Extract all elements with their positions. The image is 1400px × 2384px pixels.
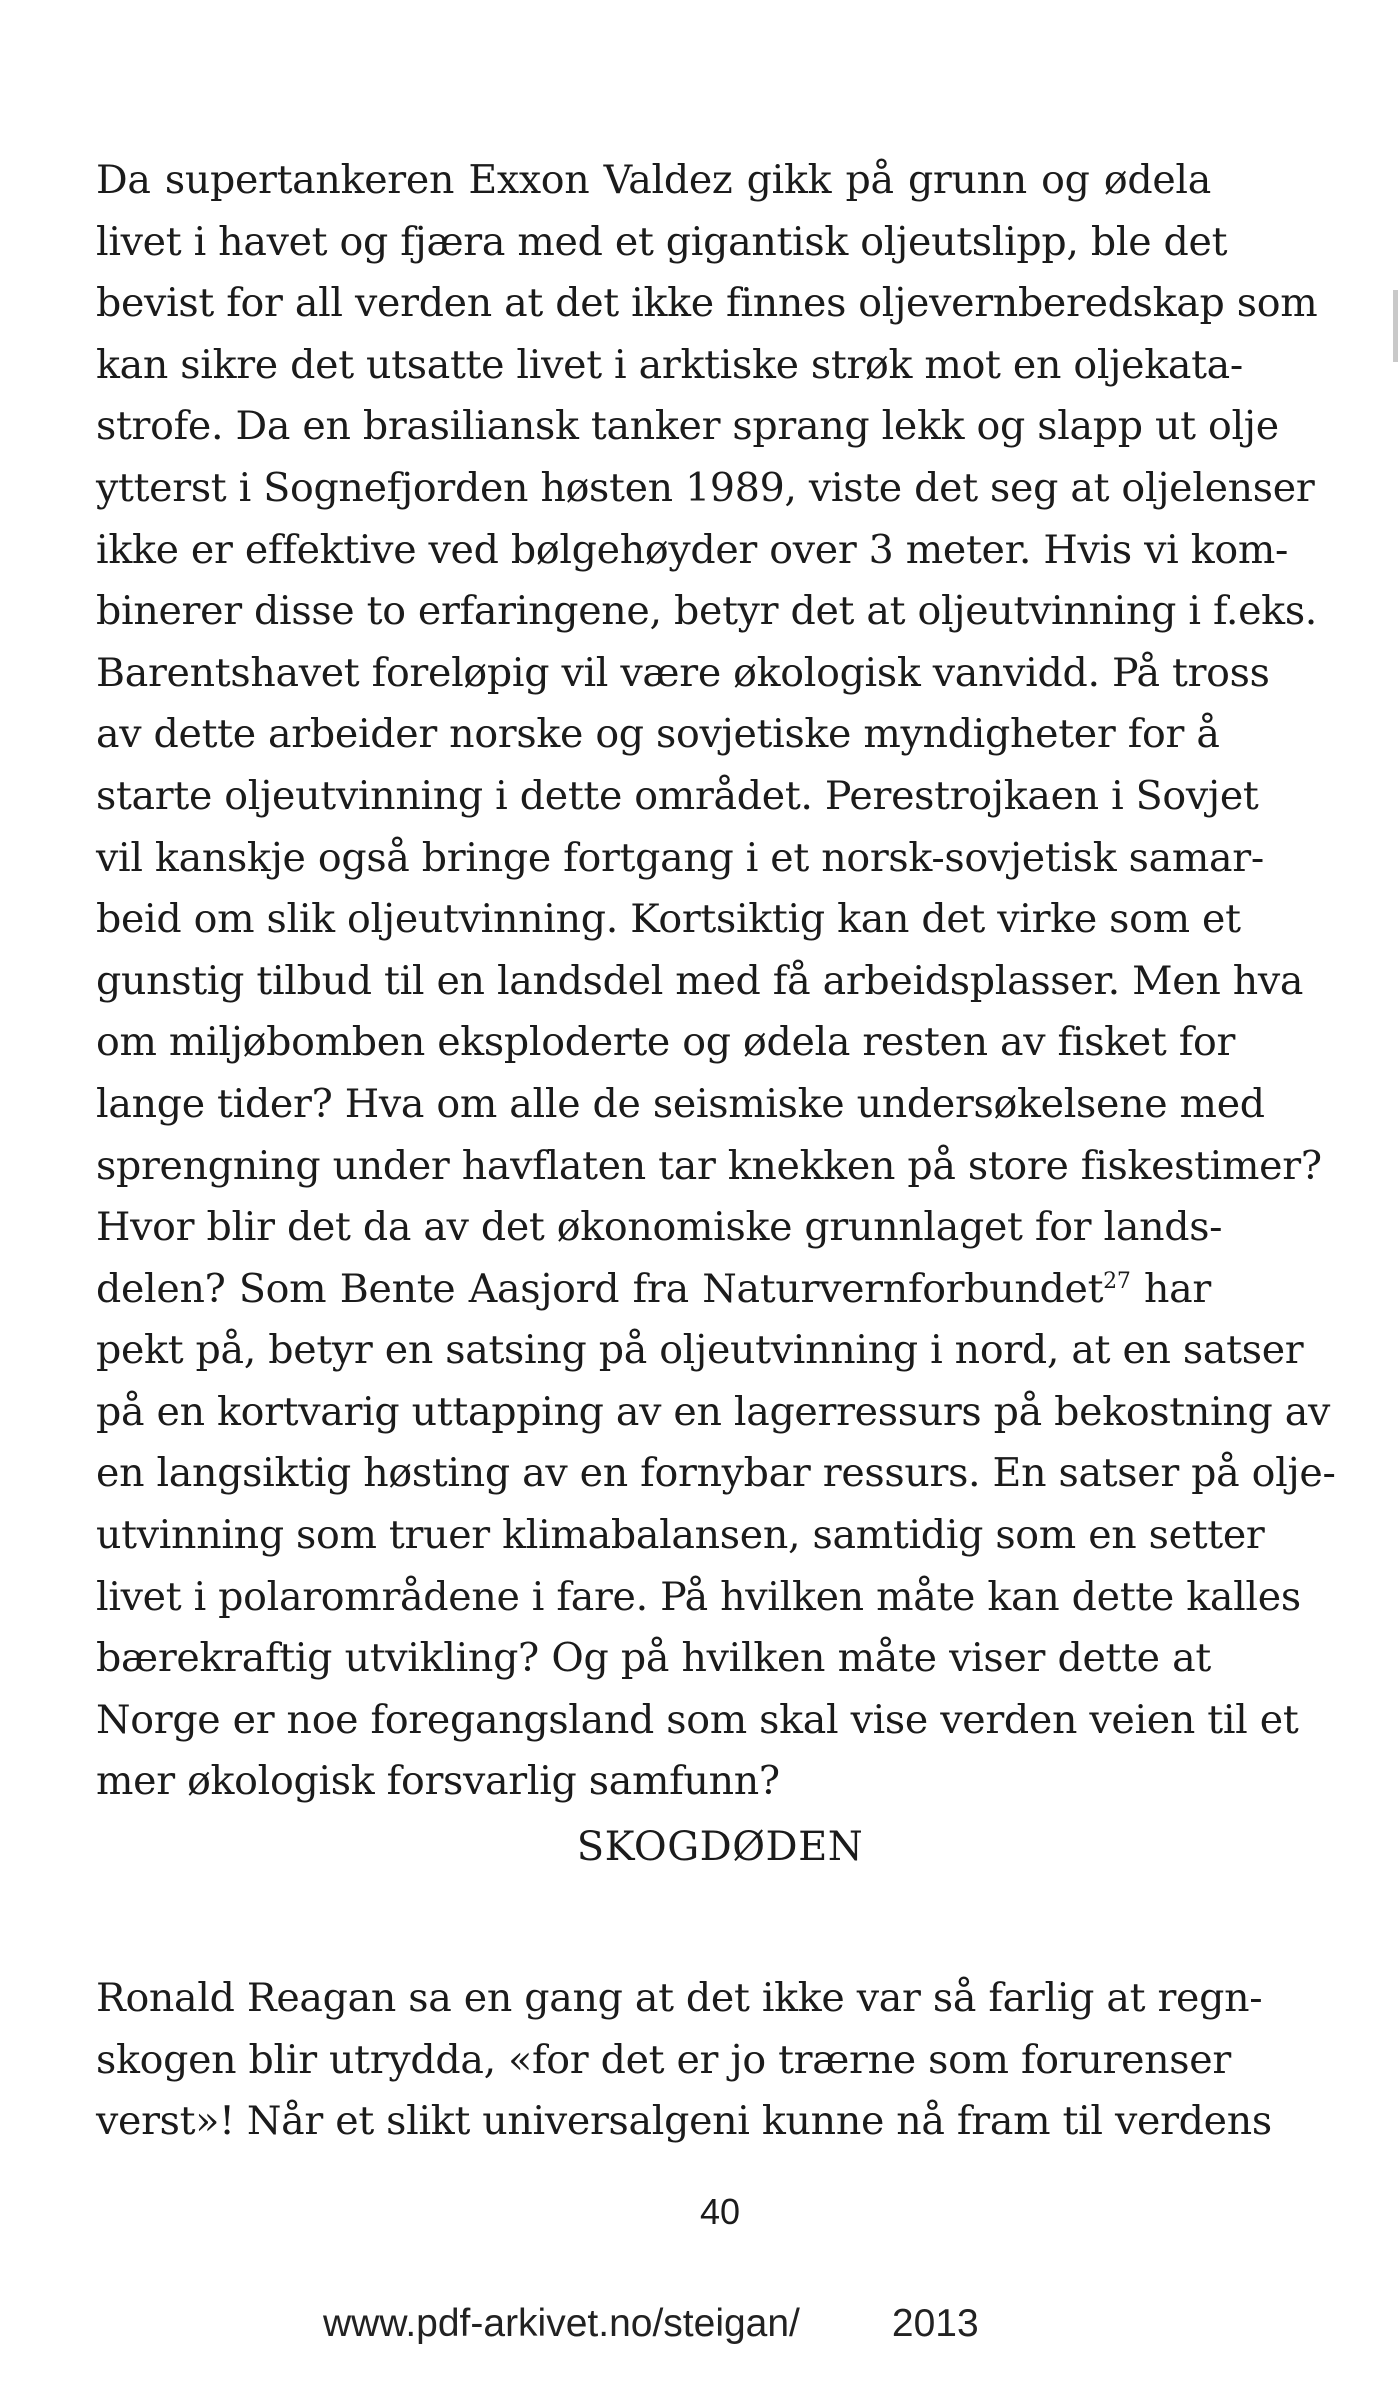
text-line: Da supertankeren Exxon Valdez gikk på grunn og ødela (96, 157, 1211, 203)
text-line: av dette arbeider norske og sovjetiske myndigheter for å (96, 711, 1220, 758)
text-line: en langsiktig høsting av en fornybar ressurs. En satser på olje- (96, 1450, 1336, 1497)
footer-source (323, 2302, 979, 2346)
footer-year: 2013 (891, 2302, 979, 2345)
paragraph-skogdoden (96, 1968, 1272, 2153)
text-line: vil kanskje også bringe fortgang i et norsk-sovjetisk samar- (96, 834, 1264, 881)
text-line: livet i polarområdene i fare. På hvilken måte kan dette kalles (96, 1573, 1301, 1620)
text-line: om miljøbomben eksploderte og ødela resten av fisket for (96, 1019, 1236, 1066)
text-line: pekt på, betyr en satsing på oljeutvinning i nord, at en satser (96, 1327, 1304, 1374)
text-line: lange tider? Hva om alle de seismiske undersøkelsene med (96, 1080, 1265, 1127)
text-line: strofe. Da en brasiliansk tanker sprang lekk og slapp ut olje (96, 403, 1279, 450)
text-line: Ronald Reagan sa en gang at det ikke var så farlig at regn- (96, 1975, 1263, 2021)
page-number: 40 (699, 2191, 741, 2232)
section-heading: SKOGDØDEN (576, 1824, 864, 1870)
text-line: ikke er effektive ved bølgehøyder over 3 meter. Hvis vi kom- (96, 526, 1289, 573)
text-line: verst»! Når et slikt universalgeni kunne nå fram til verdens (96, 2098, 1272, 2145)
text-line: livet i havet og fjæra med et gigantisk oljeutslipp, ble det (96, 218, 1228, 265)
text-line: kan sikre det utsatte livet i arktiske strøk mot en oljekata- (96, 341, 1243, 388)
footer-url: www.pdf-arkivet.no/steigan/ (323, 2302, 800, 2345)
text-line: bevist for all verden at det ikke finnes oljevernberedskap som (96, 280, 1318, 327)
text-line-with-footnote (96, 1259, 1211, 1321)
text-line: gunstig tilbud til en landsdel med få arbeidsplasser. Men hva (96, 957, 1304, 1004)
text-segment: delen? Som Bente Aasjord fra Naturvernforbundet (96, 1265, 1104, 1312)
text-line: bærekraftig utvikling? Og på hvilken måte viser dette at (96, 1635, 1211, 1682)
text-line: ytterst i Sognefjorden høsten 1989, viste det seg at oljelenser (96, 464, 1315, 511)
footnote-reference: 27 (1103, 1268, 1131, 1294)
text-line: mer økologisk forsvarlig samfunn? (96, 1758, 780, 1805)
text-line: Norge er noe foregangsland som skal vise verden veien til et (96, 1696, 1299, 1743)
text-line: Hvor blir det da av det økonomiske grunnlaget for lands- (96, 1204, 1223, 1251)
text-segment: har (1130, 1265, 1211, 1312)
page-edge-mark (1393, 290, 1398, 362)
text-line: sprengning under havflaten tar knekken på store fiskestimer? (96, 1142, 1322, 1189)
text-line: utvinning som truer klimabalansen, samtidig som en setter (96, 1512, 1265, 1559)
text-line: beid om slik oljeutvinning. Kortsiktig kan det virke som et (96, 896, 1241, 943)
paragraph-oil (96, 150, 1336, 1813)
text-line: binerer disse to erfaringene, betyr det at oljeutvinning i f.eks. (96, 588, 1318, 635)
text-line: Barentshavet foreløpig vil være økologisk vanvidd. På tross (96, 649, 1270, 696)
text-line: starte oljeutvinning i dette området. Perestrojkaen i Sovjet (96, 772, 1259, 819)
text-line: skogen blir utrydda, «for det er jo trærne som forurenser (96, 2036, 1231, 2083)
text-line: på en kortvarig uttapping av en lagerressurs på bekostning av (96, 1388, 1330, 1435)
